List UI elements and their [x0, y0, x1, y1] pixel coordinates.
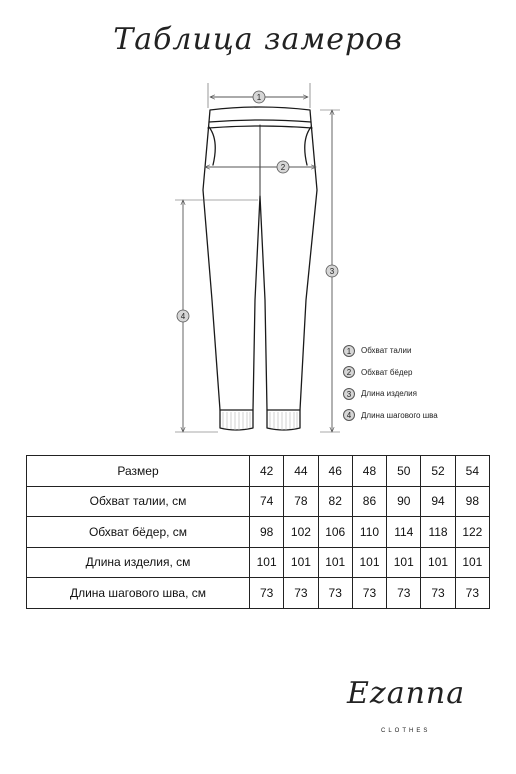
marker-2: 2 [280, 163, 286, 172]
value-cell: 101 [455, 547, 489, 578]
value-cell: 82 [318, 486, 352, 517]
value-cell: 73 [421, 578, 455, 609]
row-label: Длина изделия, см [27, 547, 250, 578]
page-title: Таблица замеров [113, 22, 403, 57]
value-cell: 101 [250, 547, 284, 578]
size-cell: 52 [421, 456, 455, 487]
value-cell: 94 [421, 486, 455, 517]
value-cell: 73 [387, 578, 421, 609]
table-row [27, 486, 490, 517]
value-cell: 73 [284, 578, 318, 609]
value-cell: 106 [318, 517, 352, 548]
legend-item [343, 383, 438, 405]
table-row [27, 517, 490, 548]
row-label: Обхват талии, см [27, 486, 250, 517]
size-cell: 42 [250, 456, 284, 487]
legend-item [343, 405, 438, 427]
legend-label: Обхват талии [361, 346, 412, 356]
size-cell: 48 [352, 456, 386, 487]
value-cell: 101 [421, 547, 455, 578]
logo-subtitle: CLOTHES [381, 728, 431, 734]
value-cell: 73 [250, 578, 284, 609]
legend-number: 4 [343, 409, 355, 421]
value-cell: 73 [455, 578, 489, 609]
value-cell: 86 [352, 486, 386, 517]
value-cell: 101 [387, 547, 421, 578]
value-cell: 101 [352, 547, 386, 578]
header-label: Размер [27, 456, 250, 487]
marker-4: 4 [180, 312, 186, 321]
value-cell: 90 [387, 486, 421, 517]
brand-logo [335, 676, 495, 746]
legend-number: 3 [343, 388, 355, 400]
value-cell: 73 [318, 578, 352, 609]
value-cell: 101 [284, 547, 318, 578]
value-cell: 74 [250, 486, 284, 517]
value-cell: 110 [352, 517, 386, 548]
marker-3: 3 [329, 267, 335, 276]
value-cell: 102 [284, 517, 318, 548]
size-cell: 54 [455, 456, 489, 487]
table-header-row [27, 456, 490, 487]
legend-label: Длина шагового шва [361, 410, 438, 420]
legend-label: Обхват бёдер [361, 367, 413, 377]
measurement-legend [343, 340, 438, 426]
logo-wordmark: Ezanna [347, 676, 466, 711]
value-cell: 98 [250, 517, 284, 548]
table-row [27, 578, 490, 609]
size-cell: 44 [284, 456, 318, 487]
value-cell: 78 [284, 486, 318, 517]
size-cell: 46 [318, 456, 352, 487]
size-cell: 50 [387, 456, 421, 487]
value-cell: 98 [455, 486, 489, 517]
legend-number: 1 [343, 345, 355, 357]
legend-number: 2 [343, 366, 355, 378]
row-label: Обхват бёдер, см [27, 517, 250, 548]
value-cell: 73 [352, 578, 386, 609]
value-cell: 118 [421, 517, 455, 548]
legend-label: Длина изделия [361, 389, 417, 399]
value-cell: 122 [455, 517, 489, 548]
table-row [27, 547, 490, 578]
value-cell: 114 [387, 517, 421, 548]
value-cell: 101 [318, 547, 352, 578]
legend-item [343, 340, 438, 362]
marker-1: 1 [256, 93, 262, 102]
size-table [26, 455, 490, 609]
row-label: Длина шагового шва, см [27, 578, 250, 609]
legend-item [343, 362, 438, 384]
